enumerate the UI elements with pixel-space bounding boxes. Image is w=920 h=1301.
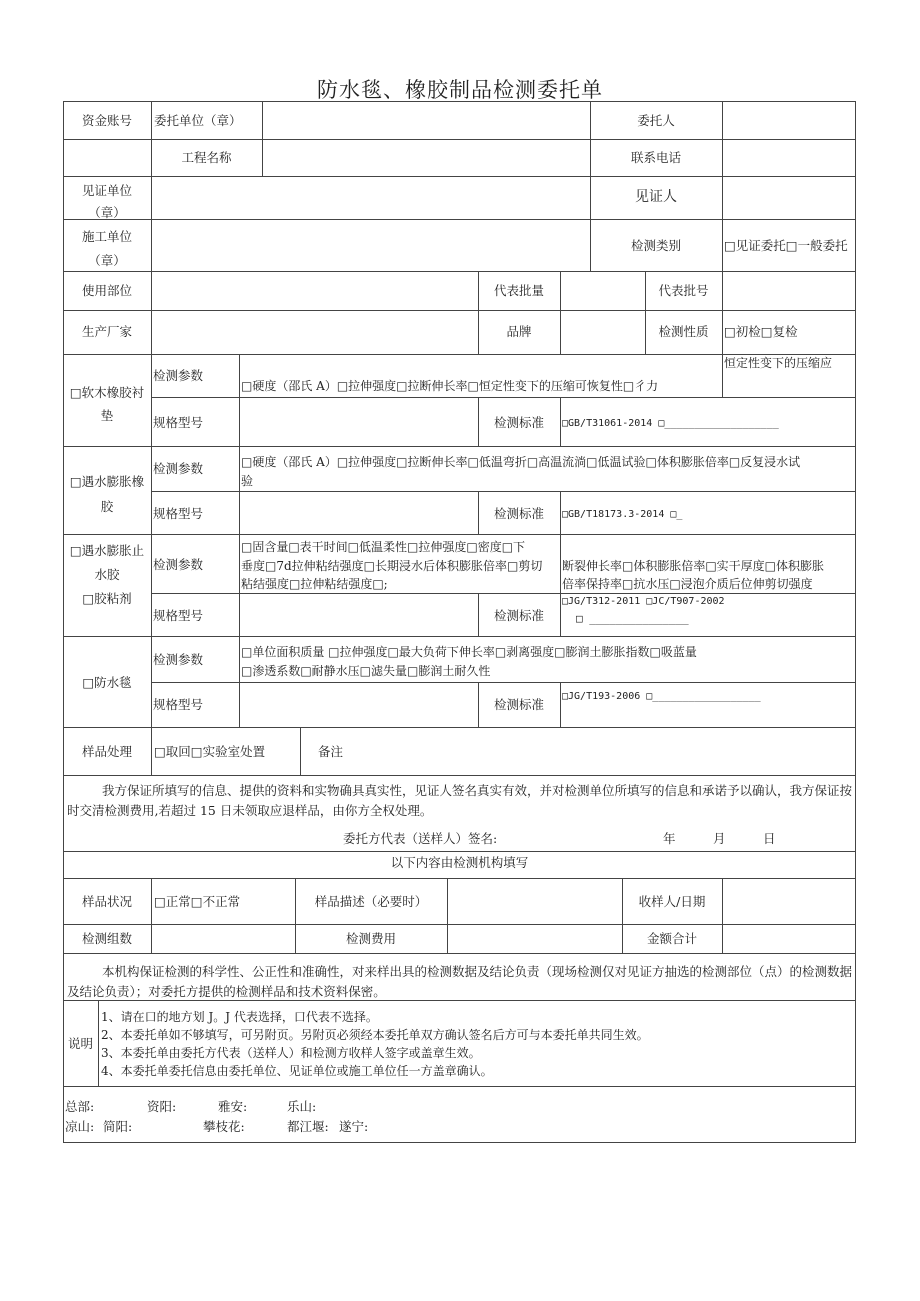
section-swelling-rubber-name[interactable]: □遇水膨胀橡: [69, 474, 145, 489]
branch-dujiangyan: 都江堰:: [287, 1119, 329, 1134]
section-swelling-rubber-name-cont: 胶: [100, 499, 114, 514]
sample-desc-label: 样品描述（必要时）: [314, 894, 428, 909]
waterproof-blanket-standard[interactable]: □JG/T193-2006 □__________________: [562, 691, 761, 702]
total-amount-field[interactable]: [723, 925, 855, 952]
test-groups-label: 检测组数: [81, 931, 132, 946]
lab-section-heading: 以下内容由检测机构填写: [390, 855, 529, 870]
batch-qty-label: 代表批量: [493, 283, 544, 298]
col-rule: [98, 1000, 99, 1086]
test-standard-label: 检测标准: [493, 608, 544, 623]
col-rule: [560, 593, 561, 636]
test-groups-field[interactable]: [152, 925, 294, 952]
receiver-date-field[interactable]: [723, 879, 855, 923]
sample-handling-options[interactable]: □取回□实验室处置: [154, 744, 266, 759]
remarks-field[interactable]: [363, 728, 855, 774]
waterproof-blanket-params[interactable]: □单位面积质量 □拉伸强度□最大负荷下伸长率□剥离强度□膨润土膨胀指数□吸蓝量: [241, 645, 697, 659]
row-rule: [63, 953, 856, 954]
swelling-rubber-params[interactable]: □硬度（邵氏 A）□拉伸强度□拉断伸长率□低温弯折□高温流淌□低温试验□体积膨胀倍率□反复浸水试: [241, 455, 801, 469]
section-cork-rubber-name-cont: 垫: [100, 408, 114, 423]
use-location-label: 使用部位: [81, 283, 132, 298]
note-item: 4、本委托单委托信息由委托单位、见证单位或施工单位任一方盖章确认。: [101, 1064, 493, 1078]
branch-suining: 遂宁:: [339, 1119, 369, 1134]
spec-model-label: 规格型号: [153, 506, 204, 521]
branch-yaan: 雅安:: [218, 1099, 248, 1114]
branch-ziyang: 资阳:: [147, 1099, 177, 1114]
batch-qty-field[interactable]: [561, 272, 644, 309]
col-rule: [722, 219, 723, 271]
construction-unit-label: 施工单位: [81, 229, 132, 244]
branch-leshan: 乐山:: [287, 1099, 317, 1114]
section-adhesive-name[interactable]: □胶粘剂: [82, 591, 132, 606]
use-location-field[interactable]: [152, 272, 477, 309]
witness-unit-seal-label: （章）: [88, 205, 126, 220]
date-year-label: 年: [663, 831, 676, 846]
swelling-rubber-spec-field[interactable]: [240, 492, 477, 533]
witness-person-label: 见证人: [635, 189, 677, 205]
project-name-field[interactable]: [263, 140, 589, 175]
swelling-sealant-params-cont: 垂度□7d拉伸粘结强度□长期浸水后体积膨胀倍率□剪切: [241, 559, 543, 573]
test-fee-field[interactable]: [448, 925, 621, 952]
construction-unit-seal-label: （章）: [88, 253, 126, 268]
row-rule: [63, 1086, 856, 1087]
client-person-field[interactable]: [723, 102, 855, 138]
client-person-label: 委托人: [637, 113, 675, 128]
row-rule: [63, 446, 856, 447]
row-rule: [63, 851, 856, 852]
col-rule: [560, 682, 561, 727]
cork-rubber-params[interactable]: □硬度（邵氏 A）□拉伸强度□拉断伸长率□恒定性变下的压缩可恢复性□彳力: [241, 379, 659, 393]
waterproof-blanket-spec-field[interactable]: [240, 683, 477, 726]
col-rule: [722, 354, 723, 397]
contact-phone-label: 联系电话: [630, 150, 681, 165]
note-item: 1、请在口的地方划 J。J 代表选择，口代表不选择。: [101, 1010, 378, 1024]
remarks-label: 备注: [318, 744, 344, 759]
brand-label: 品牌: [506, 324, 532, 339]
sample-status-label: 样品状况: [81, 894, 132, 909]
swelling-sealant-params-right[interactable]: 断裂伸长率□体积膨胀倍率□实干厚度□体积膨胀: [562, 559, 825, 573]
test-standard-label: 检测标准: [493, 415, 544, 430]
sample-desc-field[interactable]: [448, 879, 621, 923]
spec-model-label: 规格型号: [153, 415, 204, 430]
client-unit-label: 委托单位（章）: [154, 113, 242, 128]
test-nature-label: 检测性质: [658, 324, 709, 339]
swelling-sealant-standard[interactable]: □JG/T312-2011 □JC/T907-2002: [562, 596, 725, 607]
note-item: 2、本委托单如不够填写，可另附页。另附页必须经本委托单双方确认签名后方可与本委托单共同生效。: [101, 1028, 649, 1042]
col-rule: [560, 491, 561, 534]
receiver-date-label: 收样人/日期: [638, 894, 706, 909]
swelling-sealant-standard-other[interactable]: □ _______________: [576, 612, 689, 625]
test-category-options[interactable]: □见证委托□一般委托: [724, 238, 848, 253]
cork-rubber-spec-field[interactable]: [240, 398, 477, 445]
batch-no-field[interactable]: [723, 272, 855, 309]
note-item: 3、本委托单由委托方代表（送样人）和检测方收样人签字或盖章生效。: [101, 1046, 481, 1060]
test-fee-label: 检测费用: [345, 931, 396, 946]
col-rule: [560, 397, 561, 446]
branch-jianyang: 简阳:: [103, 1119, 133, 1134]
section-swelling-sealant-name-cont: 水胶: [94, 567, 120, 582]
swelling-sealant-params-cont: 粘结强度□拉伸粘结强度□;: [241, 577, 388, 591]
col-rule: [151, 727, 152, 775]
declaration-text: 我方保证所填写的信息、提供的资料和实物确具真实性，见证人签名真实有效，并对检测单位所填写的信息和承诺予以确认，我方保证按时交清检测费用,若超过 15 日未领取应退样品，由你方全权处理。: [67, 783, 853, 818]
batch-no-label: 代表批号: [658, 283, 709, 298]
swelling-rubber-params-cont: 验: [241, 474, 254, 488]
swelling-rubber-standard[interactable]: □GB/T18173.3-2014 □_: [562, 509, 683, 520]
col-rule: [300, 727, 301, 775]
date-day-label: 日: [763, 831, 776, 846]
test-params-label: 检测参数: [153, 368, 204, 383]
signature-label: 委托方代表（送样人）签名:: [343, 831, 498, 846]
branch-liangshan: 凉山:: [65, 1119, 95, 1134]
test-params-label: 检测参数: [153, 557, 204, 572]
brand-field[interactable]: [561, 311, 644, 353]
fund-account-label: 资金账号: [81, 113, 132, 128]
branch-hq: 总部:: [65, 1099, 95, 1114]
branch-panzhihua: 攀枝花:: [203, 1119, 245, 1134]
section-waterproof-blanket-name[interactable]: □防水毯: [82, 675, 132, 690]
witness-person-field[interactable]: [723, 177, 855, 218]
row-rule: [63, 775, 856, 776]
test-standard-label: 检测标准: [493, 697, 544, 712]
test-nature-options[interactable]: □初检□复检: [724, 324, 798, 339]
client-unit-field[interactable]: [263, 102, 589, 138]
total-amount-label: 金额合计: [646, 931, 697, 946]
spec-model-label: 规格型号: [153, 697, 204, 712]
row-rule: [63, 534, 856, 535]
spec-model-label: 规格型号: [153, 608, 204, 623]
witness-unit-field[interactable]: [152, 177, 589, 218]
signature-field[interactable]: [513, 827, 653, 849]
sample-status-options[interactable]: □正常□不正常: [154, 894, 241, 909]
col-rule: [560, 534, 561, 593]
waterproof-blanket-params-cont: □渗透系数□耐静水压□滤失量□膨润土耐久性: [241, 664, 491, 678]
row-rule: [63, 636, 856, 637]
test-category-label: 检测类别: [630, 238, 681, 253]
notes-label: 说明: [67, 1036, 93, 1051]
project-name-label: 工程名称: [181, 150, 232, 165]
sample-handling-label: 样品处理: [81, 744, 132, 759]
section-cork-rubber-name[interactable]: □软木橡胶衬: [69, 385, 145, 400]
test-params-label: 检测参数: [153, 461, 204, 476]
section-swelling-sealant-name[interactable]: □遇水膨胀止: [69, 543, 145, 558]
witness-unit-label: 见证单位: [81, 183, 132, 198]
cork-rubber-standard[interactable]: □GB/T31061-2014 □___________________: [562, 418, 779, 429]
swelling-sealant-spec-field[interactable]: [240, 594, 477, 635]
date-month-label: 月: [713, 831, 726, 846]
construction-unit-field[interactable]: [152, 220, 589, 270]
form-table: [63, 101, 856, 1143]
manufacturer-label: 生产厂家: [81, 324, 132, 339]
cork-rubber-params-extra[interactable]: 恒定性变下的压缩应: [724, 356, 833, 370]
swelling-sealant-params-right-cont: 倍率保持率□抗水压□浸泡介质后位伸剪切强度: [562, 577, 813, 591]
contact-phone-field[interactable]: [723, 140, 855, 175]
swelling-sealant-params[interactable]: □固含量□表干时间□低温柔性□拉伸强度□密度□下: [241, 540, 526, 554]
test-params-label: 检测参数: [153, 652, 204, 667]
form-title: 防水毯、橡胶制品检测委托单: [317, 78, 603, 102]
test-standard-label: 检测标准: [493, 506, 544, 521]
manufacturer-field[interactable]: [152, 311, 477, 353]
lab-guarantee-text: 本机构保证检测的科学性、公正性和准确性，对来样出具的检测数据及结论负责（现场检测仅对见证方抽选的检测部位（点）的检测数据及结论负责）；对委托方提供的检测样品和技术资料保密。: [67, 964, 853, 999]
